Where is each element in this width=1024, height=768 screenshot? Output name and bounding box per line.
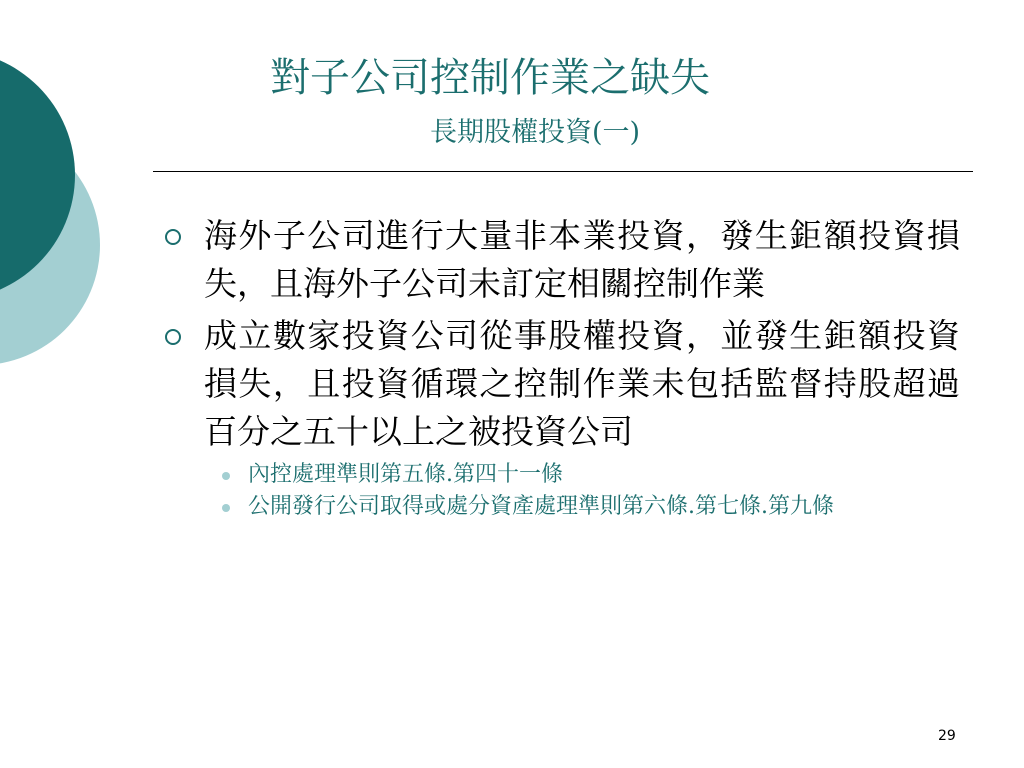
page-number: 29 xyxy=(938,728,956,744)
sub-bullet-item xyxy=(160,492,960,522)
title-divider xyxy=(153,171,973,172)
sub-bullet-text: 內控處理準則第五條.第四十一條 xyxy=(248,462,563,487)
hollow-circle-bullet-icon xyxy=(165,329,181,345)
slide-subtitle: 長期股權投資(一) xyxy=(430,117,641,148)
bullet-text: 海外子公司進行大量非本業投資，發生鉅額投資損失，且海外子公司未訂定相關控制作業 xyxy=(204,216,960,303)
sub-bullet-text: 公開發行公司取得或處分資產處理準則第六條.第七條.第九條 xyxy=(248,494,834,519)
slide-title: 對子公司控制作業之缺失 xyxy=(270,55,710,101)
bullet-text: 成立數家投資公司從事股權投資，並發生鉅額投資損失，且投資循環之控制作業未包括監督持股超過百分之五十以上之被投資公司 xyxy=(204,316,960,451)
sub-bullet-item xyxy=(160,460,960,490)
dark-teal-circle xyxy=(0,50,75,300)
dot-bullet-icon xyxy=(222,472,230,480)
dot-bullet-icon xyxy=(222,504,230,512)
bullet-item xyxy=(160,212,960,308)
bullet-item xyxy=(160,312,960,456)
hollow-circle-bullet-icon xyxy=(165,229,181,245)
decorative-circles xyxy=(0,0,110,420)
light-teal-circle xyxy=(0,125,100,365)
bullet-list xyxy=(160,212,960,522)
